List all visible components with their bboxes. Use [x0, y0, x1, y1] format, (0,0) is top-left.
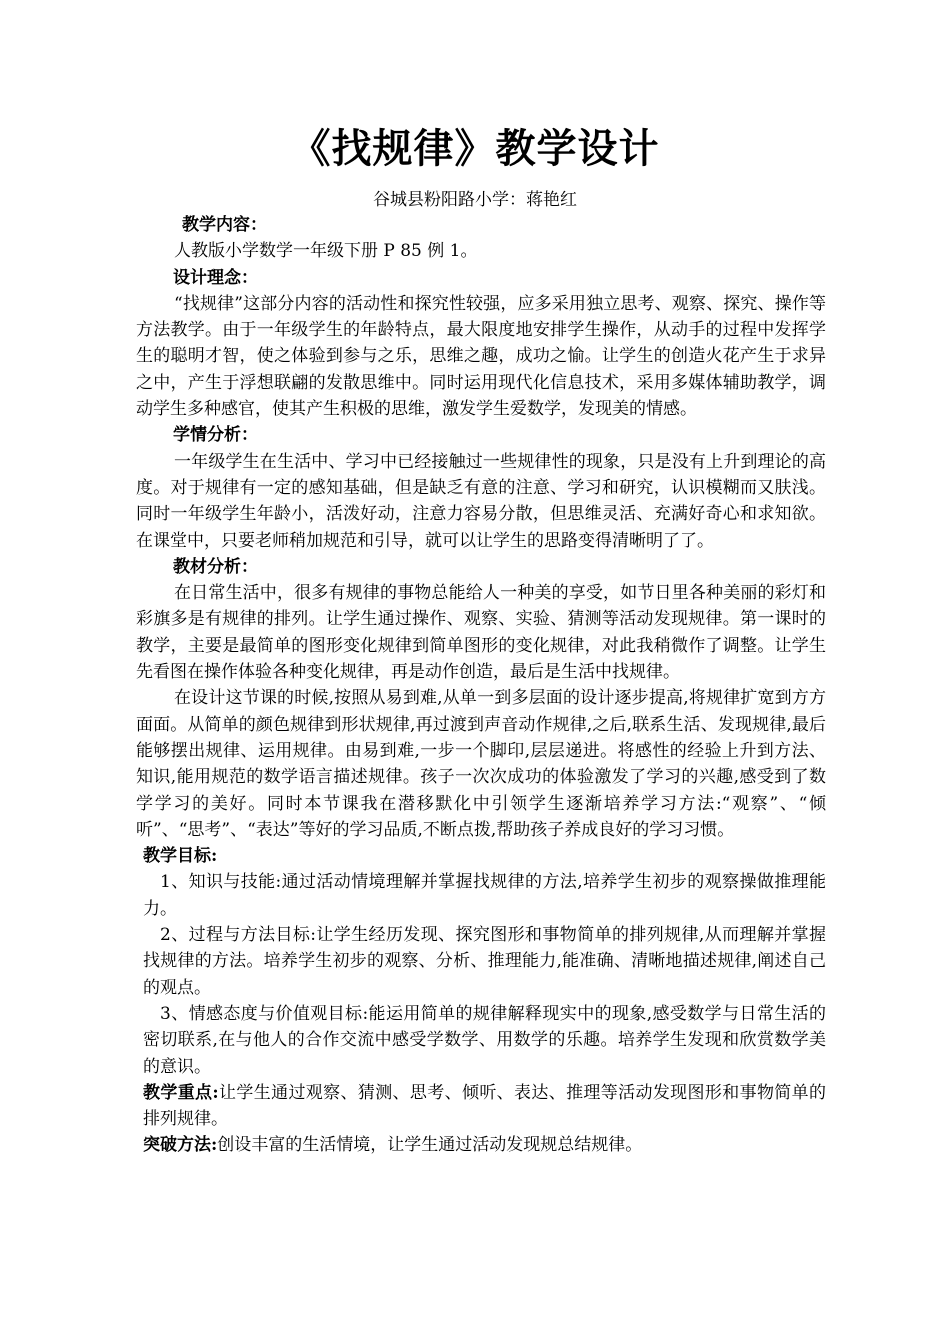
keypoint-text: 让学生通过观察、猜测、思考、倾听、表达、推理等活动发现图形和事物简单的排列规律。: [143, 1082, 826, 1130]
keypoint-label: 教学重点:: [143, 1082, 219, 1103]
section-heading-content: 教学内容：: [182, 215, 267, 235]
material-paragraph-1: 在日常生活中，很多有规律的事物总能给人一种美的享受，如节日里各种美丽的彩灯和彩旗多是有规律的排列。让学生通过操作、观察、实验、猜测等活动发现规律。第一课时的教学，主要是最简单的图形变化规律到简单图形的变化规律，对此我稍微作了调整。让学生先看图在操作体验各种变化规律，再是动作创造，最后是生活中找规律。: [136, 583, 826, 683]
method-paragraph: [136, 1132, 826, 1158]
method-label: 突破方法:: [143, 1135, 218, 1156]
author-line: 谷城县粉阳路小学：蒋艳红: [373, 190, 577, 210]
student-paragraph: 一年级学生在生活中、学习中已经接触过一些规律性的现象，只是没有上升到理论的高度。对于规律有一定的感知基础，但是缺乏有意的注意、学习和研究，认识模糊而又肤浅。同时一年级学生年龄小，活泼好动，注意力容易分散，但思维灵活、充满好奇心和求知欲。在课堂中，只要老师稍加规范和引导，就可以让学生的思路变得清晰明了了。: [136, 451, 826, 551]
method-text: 创设丰富的生活情境，让学生通过活动发现规总结规律。: [217, 1135, 643, 1156]
section-heading-student: 学情分析：: [173, 425, 258, 446]
section-heading-material: 教材分析：: [173, 556, 258, 577]
keypoint-paragraph: [136, 1080, 826, 1133]
material-paragraph-2: 在设计这节课的时候,按照从易到难,从单一到多层面的设计逐步提高,将规律扩宽到方方面面。从简单的颜色规律到形状规律,再过渡到声音动作规律,之后,联系生活、发现规律,最后能够摆出规律、运用规律。由易到难,一步一个脚印,层层递进。将感性的经验上升到方法、知识,能用规范的数学语言描述规律。孩子一次次成功的体验激发了学习的兴趣,感受到了数学学习的美好。同时本节课我在潜移默化中引领学生逐渐培养学习方法:“观察”、“倾听”、“思考”、“表达”等好的学习品质,不断点拨,帮助孩子养成良好的学习习惯。: [136, 688, 826, 840]
content-text: 人教版小学数学一年级下册 P 85 例 1。: [174, 241, 478, 262]
concept-paragraph: “找规律”这部分内容的活动性和探究性较强，应多采用独立思考、观察、探究、操作等方法教学。由于一年级学生的年龄特点，最大限度地安排学生操作，从动手的过程中发挥学生的聪明才智，使之体验到参与之乐，思维之趣，成功之愉。让学生的创造火花产生于求异之中，产生于浮想联翩的发散思维中。同时运用现代化信息技术，采用多媒体辅助教学，调动学生多种感官，使其产生积极的思维，激发学生爱数学，发现美的情感。: [136, 293, 826, 420]
goal-item-1: 1、知识与技能:通过活动情境理解并掌握找规律的方法,培养学生初步的观察操做推理能力。: [143, 872, 826, 919]
goal-item-2: 2、过程与方法目标:让学生经历发现、探究图形和事物简单的排列规律,从而理解并掌握找规律的方法。培养学生初步的观察、分析、推理能力,能准确、清晰地描述规律,阐述自己的观点。: [143, 925, 826, 998]
section-heading-concept: 设计理念：: [173, 267, 258, 288]
section-heading-goals: 教学目标:: [143, 846, 218, 867]
document-body: [136, 212, 826, 1159]
document-title: 《找规律》教学设计: [290, 125, 660, 172]
goal-item-3: 3、情感态度与价值观目标:能运用简单的规律解释现实中的现象,感受数学与日常生活的密切联系,在与他人的合作交流中感受学数学、用数学的乐趣。培养学生发现和欣赏数学美的意识。: [143, 1003, 826, 1077]
